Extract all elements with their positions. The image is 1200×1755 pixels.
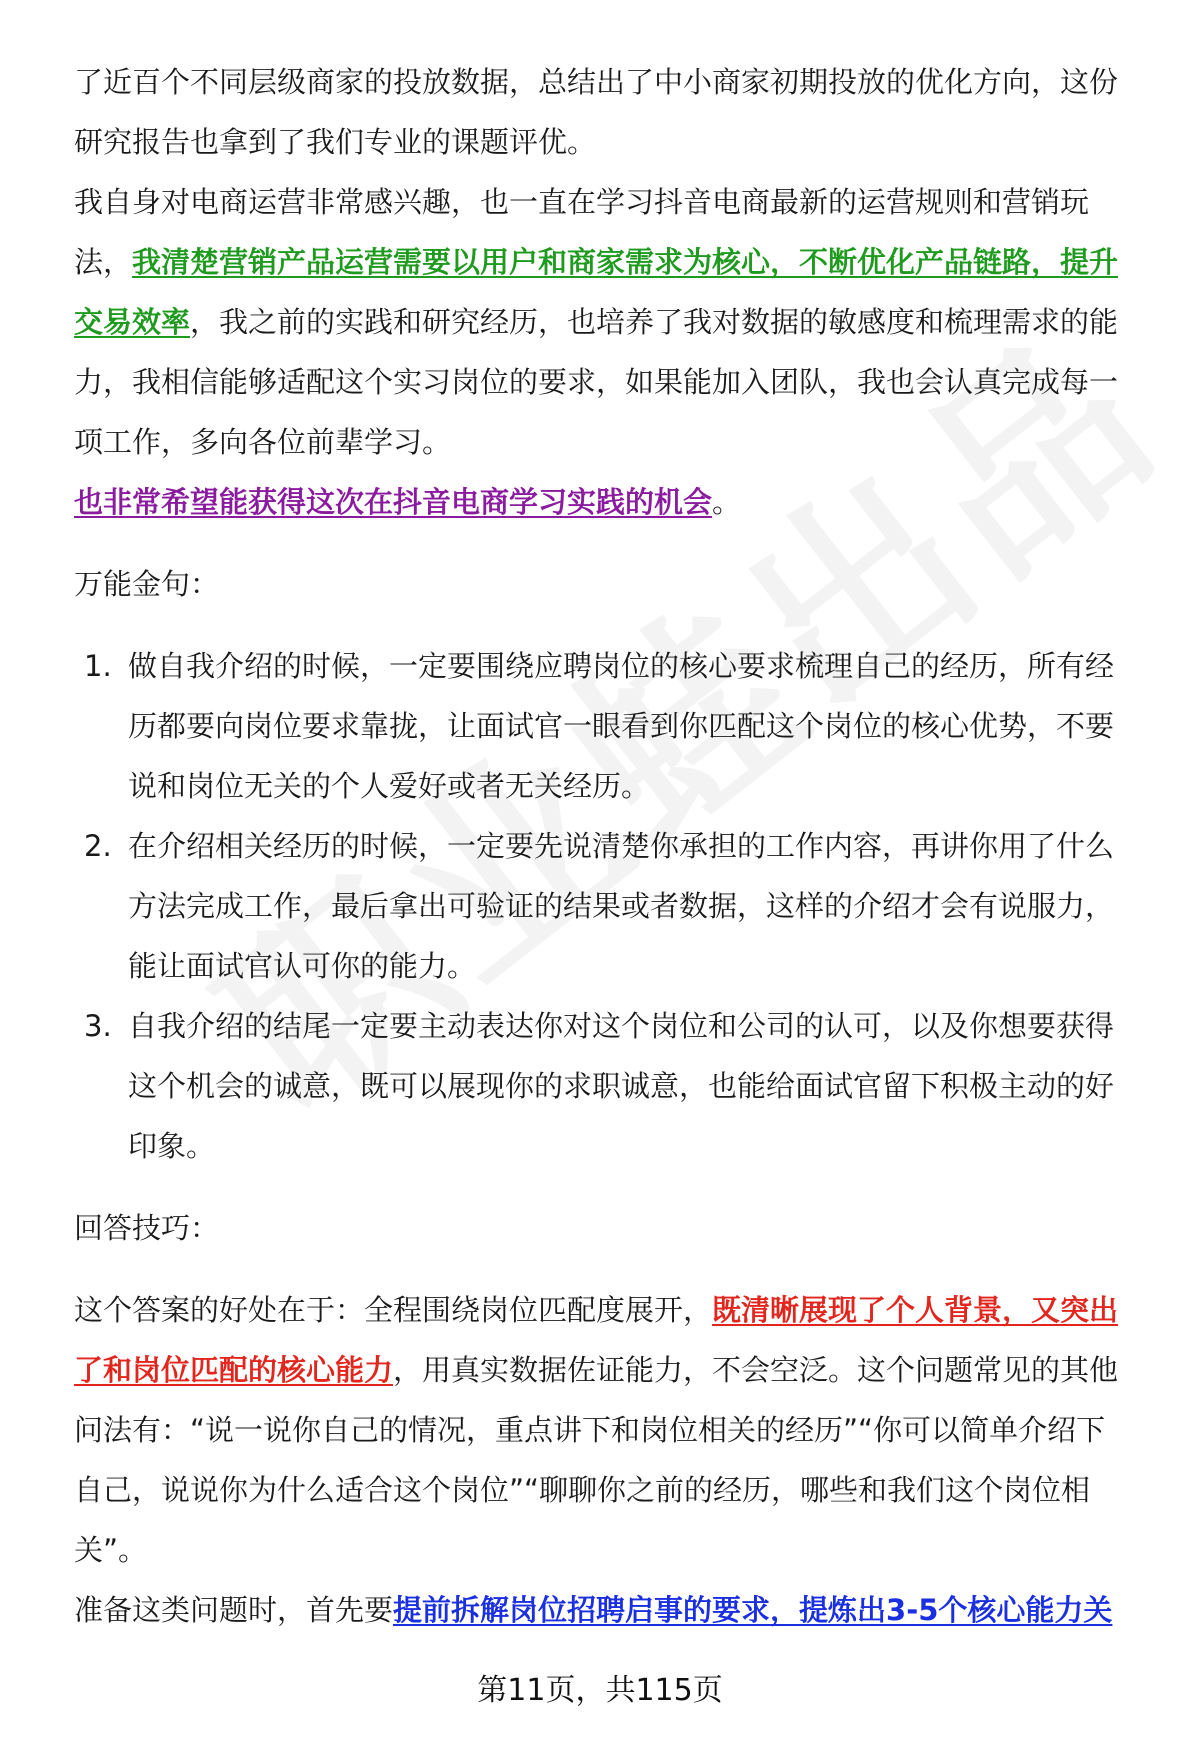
list-item-number: 2. bbox=[84, 829, 112, 863]
tips-heading: 回答技巧： bbox=[74, 1211, 220, 1245]
intro-highlight-green: 我清楚营销产品运营需要以用户和商家需求为核心，不断优化产品链路，提升交易效率 bbox=[74, 245, 1119, 339]
intro-paragraph-1 bbox=[74, 52, 1134, 172]
golden-heading: 万能金句： bbox=[74, 567, 220, 601]
intro-paragraph-2 bbox=[74, 172, 1134, 472]
tips-text-1a: 这个答案的好处在于：全程围绕岗位匹配度展开， bbox=[74, 1293, 713, 1327]
list-item-text: 自我介绍的结尾一定要主动表达你对这个岗位和公司的认可，以及你想要获得这个机会的诚意，既可以展现你的求职诚意，也能给面试官留下积极主动的好印象。 bbox=[128, 1009, 1115, 1163]
tips-highlight-red: 既清晰展现了个人背景，又突出了和岗位匹配的核心能力 bbox=[74, 1293, 1119, 1387]
intro-text-2a: 我自身对电商运营非常感兴趣，也一直在学习抖音电商最新的运营规则和营销玩法， bbox=[74, 185, 1090, 279]
intro-text-1: 了近百个不同层级商家的投放数据，总结出了中小商家初期投放的优化方向，这份研究报告也拿到了我们专业的课题评优。 bbox=[74, 65, 1119, 159]
golden-list bbox=[74, 636, 1134, 1176]
list-item-number: 3. bbox=[84, 1009, 112, 1043]
tips-text-2a: 准备这类问题时，首先要 bbox=[74, 1593, 394, 1627]
page-content bbox=[74, 52, 1134, 1640]
tips-paragraph-1 bbox=[74, 1280, 1134, 1580]
list-item bbox=[74, 636, 1134, 816]
list-item bbox=[74, 996, 1134, 1176]
list-item-number: 1. bbox=[84, 649, 112, 683]
tips-highlight-blue: 提前拆解岗位招聘启事的要求，提炼出3-5个核心能力关 bbox=[393, 1593, 1113, 1627]
list-item-text: 做自我介绍的时候，一定要围绕应聘岗位的核心要求梳理自己的经历，所有经历都要向岗位要求靠拢，让面试官一眼看到你匹配这个岗位的核心优势，不要说和岗位无关的个人爱好或者无关经历。 bbox=[128, 649, 1115, 803]
intro-paragraph-3 bbox=[74, 472, 1134, 532]
intro-text-3-end: 。 bbox=[712, 485, 742, 519]
page-number-footer: 第11页，共115页 bbox=[477, 1673, 723, 1708]
intro-text-2b: ，我之前的实践和研究经历，也培养了我对数据的敏感度和梳理需求的能力，我相信能够适配这个实习岗位的要求，如果能加入团队，我也会认真完成每一项工作，多向各位前辈学习。 bbox=[74, 305, 1119, 459]
tips-paragraph-2 bbox=[74, 1580, 1134, 1640]
list-item-text: 在介绍相关经历的时候，一定要先说清楚你承担的工作内容，再讲你用了什么方法完成工作，最后拿出可验证的结果或者数据，这样的介绍才会有说服力，能让面试官认可你的能力。 bbox=[128, 829, 1115, 983]
intro-highlight-purple: 也非常希望能获得这次在抖音电商学习实践的机会 bbox=[74, 485, 713, 519]
list-item bbox=[74, 816, 1134, 996]
tips-text-1b: ，用真实数据佐证能力，不会空泛。这个问题常见的其他问法有：“说一说你自己的情况，重点讲下和岗位相关的经历”“你可以简单介绍下自己，说说你为什么适合这个岗位”“聊聊你之前的经历，哪些和我们这个岗位相关”。 bbox=[74, 1353, 1119, 1567]
